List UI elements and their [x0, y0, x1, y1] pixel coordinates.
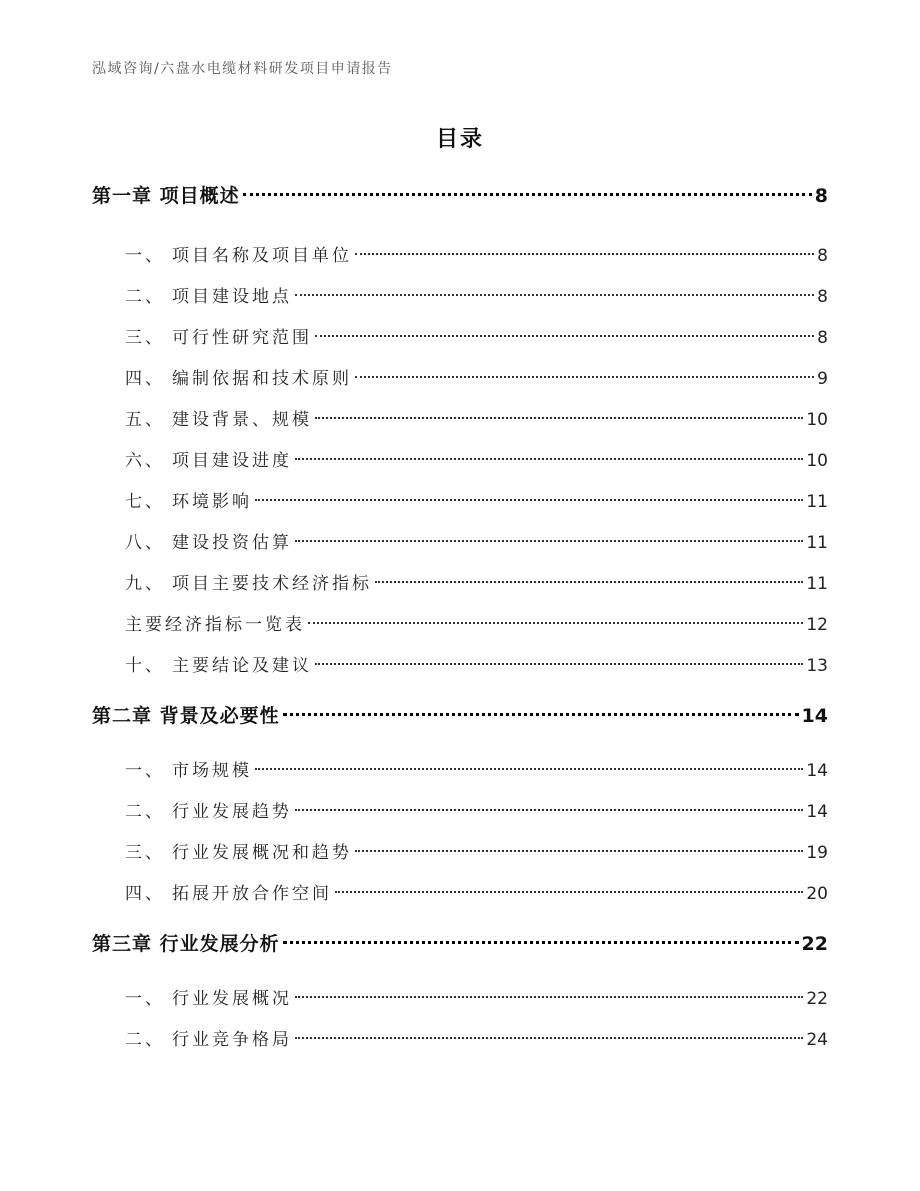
toc-entry-label: 市场规模 [172, 761, 252, 781]
dot-leader [355, 253, 814, 255]
toc-entry-label: 建设背景、规模 [172, 410, 312, 430]
toc-entry-number: 十、 [125, 656, 165, 676]
toc-entry-number: 一、 [125, 761, 165, 781]
toc-entry-label: 行业发展趋势 [172, 802, 292, 822]
toc-page-number: 11 [806, 533, 828, 553]
toc-entry-number: 一、 [125, 989, 165, 1009]
toc-page-number: 22 [806, 989, 828, 1009]
toc-page-number: 8 [817, 246, 828, 266]
dot-leader [255, 499, 803, 501]
toc-page-number: 13 [806, 656, 828, 676]
toc-entry-number: 三、 [125, 328, 165, 348]
toc-page-number: 19 [806, 843, 828, 863]
toc-entry[interactable] [92, 833, 828, 874]
dot-leader [315, 417, 803, 419]
toc-entry-number: 三、 [125, 843, 165, 863]
toc-entry[interactable] [92, 1020, 828, 1061]
toc-entry-number: 八、 [125, 533, 165, 553]
dot-leader [295, 1037, 803, 1039]
toc-entry-number: 二、 [125, 1030, 165, 1050]
toc-entry-number: 六、 [125, 451, 165, 471]
toc-entry-number: 二、 [125, 802, 165, 822]
dot-leader [355, 376, 814, 378]
toc-chapter-entry[interactable] [92, 924, 828, 965]
toc-entry[interactable] [92, 979, 828, 1020]
dot-leader [243, 193, 812, 196]
toc-chapter-entry[interactable] [92, 176, 828, 217]
toc-entry-number: 四、 [125, 369, 165, 389]
toc-page-number: 20 [806, 884, 828, 904]
toc-entry[interactable] [92, 400, 828, 441]
dot-leader [295, 294, 814, 296]
toc-page-number: 14 [806, 802, 828, 822]
dot-leader [295, 458, 803, 460]
toc-entry-label: 行业发展概况 [172, 989, 292, 1009]
toc-entry[interactable] [92, 792, 828, 833]
toc-entry-label: 建设投资估算 [172, 533, 292, 553]
toc-entry-label: 主要结论及建议 [172, 656, 312, 676]
dot-leader [283, 713, 799, 716]
toc-page-number: 22 [801, 933, 828, 955]
toc-entry-label: 编制依据和技术原则 [172, 369, 352, 389]
toc-page-number: 9 [817, 369, 828, 389]
toc-entry-label: 主要经济指标一览表 [125, 615, 305, 635]
toc-page-number: 14 [806, 761, 828, 781]
dot-leader [335, 891, 803, 893]
toc-entry-label: 行业竞争格局 [172, 1030, 292, 1050]
toc-title: 目录 [435, 127, 484, 152]
toc-page-number: 11 [806, 574, 828, 594]
toc-page-number: 12 [806, 615, 828, 635]
toc-entry[interactable] [92, 441, 828, 482]
page-header: 泓域咨询/六盘水电缆材料研发项目申请报告 [92, 61, 393, 77]
toc-page-number: 8 [814, 185, 828, 207]
toc-entry[interactable] [92, 751, 828, 792]
toc-entry[interactable] [92, 359, 828, 400]
toc-entry[interactable] [92, 236, 828, 277]
dot-leader [295, 540, 803, 542]
dot-leader [355, 850, 803, 852]
toc-entry-label: 拓展开放合作空间 [172, 884, 332, 904]
toc-entry[interactable] [92, 564, 828, 605]
toc-entry[interactable] [92, 482, 828, 523]
toc-entry[interactable] [92, 523, 828, 564]
toc-page-number: 14 [801, 705, 828, 727]
dot-leader [308, 622, 803, 624]
toc-page-number: 24 [806, 1030, 828, 1050]
toc-entry-number: 五、 [125, 410, 165, 430]
toc-page-number: 10 [806, 451, 828, 471]
toc-entry-label: 第二章 背景及必要性 [92, 705, 280, 727]
toc-page-number: 8 [817, 328, 828, 348]
toc-entry-label: 第一章 项目概述 [92, 185, 240, 207]
toc-entry[interactable] [92, 605, 828, 646]
toc-entry[interactable] [92, 277, 828, 318]
toc-entry-label: 行业发展概况和趋势 [172, 843, 352, 863]
dot-leader [283, 941, 799, 944]
toc-entry-label: 环境影响 [172, 492, 252, 512]
toc-entry-number: 二、 [125, 287, 165, 307]
dot-leader [255, 768, 803, 770]
toc-entry[interactable] [92, 874, 828, 915]
toc-entry-label: 项目建设地点 [172, 287, 292, 307]
toc-entry-number: 九、 [125, 574, 165, 594]
toc-page-number: 11 [806, 492, 828, 512]
toc-entry-label: 项目建设进度 [172, 451, 292, 471]
dot-leader [315, 663, 803, 665]
dot-leader [375, 581, 803, 583]
toc-entry-number: 四、 [125, 884, 165, 904]
table-of-contents [92, 176, 828, 1061]
toc-entry[interactable] [92, 646, 828, 687]
dot-leader [295, 809, 803, 811]
toc-page-number: 10 [806, 410, 828, 430]
toc-entry[interactable] [92, 318, 828, 359]
toc-entry-number: 七、 [125, 492, 165, 512]
toc-chapter-entry[interactable] [92, 696, 828, 737]
toc-entry-label: 项目名称及项目单位 [172, 246, 352, 266]
toc-entry-label: 第三章 行业发展分析 [92, 933, 280, 955]
toc-entry-number: 一、 [125, 246, 165, 266]
toc-entry-label: 可行性研究范围 [172, 328, 312, 348]
toc-page-number: 8 [817, 287, 828, 307]
dot-leader [295, 996, 803, 998]
dot-leader [315, 335, 814, 337]
toc-entry-label: 项目主要技术经济指标 [172, 574, 372, 594]
